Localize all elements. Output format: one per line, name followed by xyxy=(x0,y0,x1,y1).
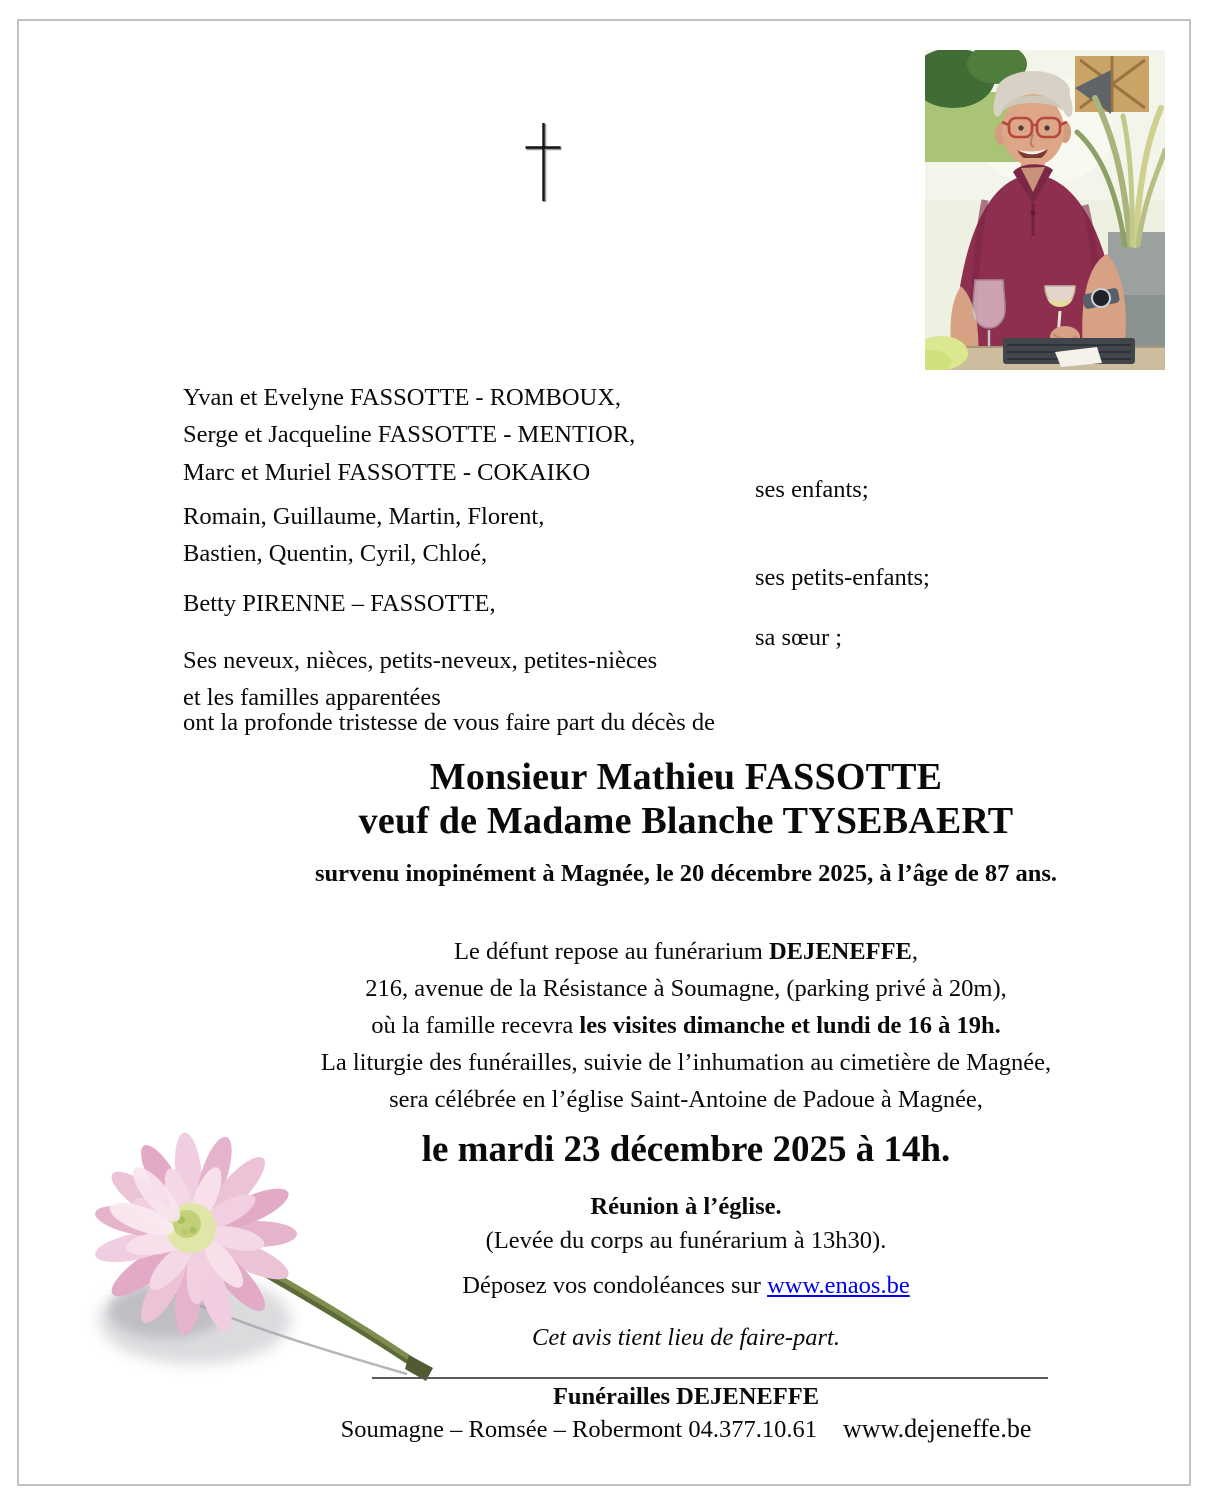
visits-line xyxy=(180,1012,1192,1041)
meeting-line: Réunion à l’église. xyxy=(590,1193,782,1220)
widower-line: veuf de Madame Blanche TYSEBAERT xyxy=(358,800,1014,842)
flower-image xyxy=(45,1122,435,1390)
grandchildren-label: ses petits-enfants; xyxy=(755,564,930,591)
repose-address: 216, avenue de la Résistance à Soumagne, (parking privé à 20m), xyxy=(365,975,1007,1002)
visits-text: où la famille recevra xyxy=(371,1012,580,1039)
sister-line: Betty PIRENNE – FASSOTTE, xyxy=(183,590,496,617)
portrait-photo xyxy=(925,50,1165,370)
repose-text-end: , xyxy=(911,938,919,965)
sister-label: sa sœur ; xyxy=(755,624,843,651)
grandchildren-line: Romain, Guillaume, Martin, Florent, xyxy=(183,503,545,530)
funeral-home-footer: Funérailles DEJENEFFE xyxy=(552,1383,820,1410)
cross-icon xyxy=(520,120,570,205)
children-line: Marc et Muriel FASSOTTE - COKAIKO xyxy=(183,459,591,486)
ceremony-date: le mardi 23 décembre 2025 à 14h. xyxy=(421,1129,951,1170)
repose-text: Le défunt repose au funérarium xyxy=(453,938,769,965)
footer-divider xyxy=(372,1377,1048,1379)
condolences-text: Déposez vos condoléances sur xyxy=(462,1272,768,1299)
children-line: Yvan et Evelyne FASSOTTE - ROMBOUX, xyxy=(183,384,622,411)
relatives-line: Ses neveux, nièces, petits-neveux, petites-nièces xyxy=(183,647,658,674)
relatives-line: et les familles apparentées xyxy=(183,684,441,711)
liturgy-line: La liturgie des funérailles, suivie de l’inhumation au cimetière de Magnée, xyxy=(320,1049,1052,1076)
announcement-line: ont la profonde tristesse de vous faire part du décès de xyxy=(183,709,716,736)
death-notice: survenu inopinément à Magnée, le 20 décembre 2025, à l’âge de 87 ans. xyxy=(315,860,1057,887)
enaos-link[interactable]: www.enaos.be xyxy=(767,1272,910,1299)
levee-line: (Levée du corps au funérarium à 13h30). xyxy=(485,1227,887,1254)
liturgy-line: sera célébrée en l’église Saint-Antoine de Padoue à Magnée, xyxy=(389,1086,983,1113)
notice-line: Cet avis tient lieu de faire-part. xyxy=(531,1324,840,1351)
visits-hours: les visites dimanche et lundi de 16 à 19h. xyxy=(579,1012,1001,1039)
footer-website: www.dejeneffe.be xyxy=(842,1414,1032,1443)
footer-locations: Soumagne – Romsée – Robermont 04.377.10.61 xyxy=(340,1416,817,1443)
funeral-home-name: DEJENEFFE xyxy=(768,938,912,965)
children-line: Serge et Jacqueline FASSOTTE - MENTIOR, xyxy=(183,421,636,448)
deceased-name: Monsieur Mathieu FASSOTTE xyxy=(429,756,943,798)
repose-line xyxy=(180,938,1192,967)
grandchildren-line: Bastien, Quentin, Cyril, Chloé, xyxy=(183,540,488,567)
children-label: ses enfants; xyxy=(755,476,869,503)
footer-contact-line xyxy=(180,1414,1192,1445)
